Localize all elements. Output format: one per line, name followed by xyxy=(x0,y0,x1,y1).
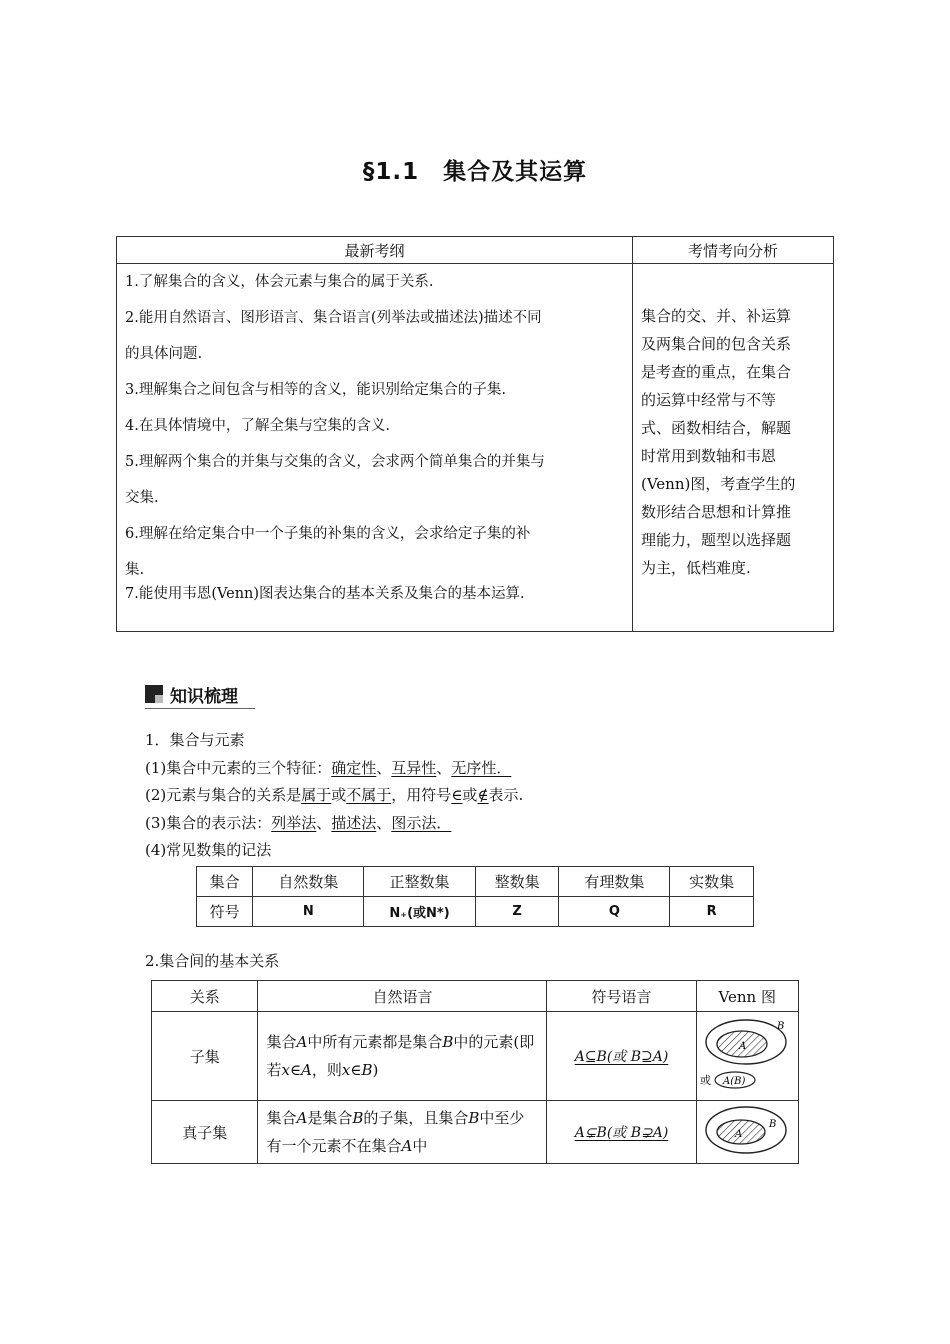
requirement-line: 4.在具体情境中，了解全集与空集的含义. xyxy=(125,418,390,434)
text: 、 xyxy=(376,758,392,777)
analysis-line: 为主，低档难度. xyxy=(641,559,751,577)
rel-header: 关系 xyxy=(152,981,258,1012)
venn-subset-diagram xyxy=(697,1012,797,1096)
numsets-symbol: N₊(或N*) xyxy=(364,897,475,927)
knowledge-lines xyxy=(145,727,523,865)
outline-header-left: 最新考纲 xyxy=(117,237,633,264)
rel-subset-symbol xyxy=(547,1012,696,1101)
text: 或 xyxy=(462,786,478,804)
requirements-cell xyxy=(117,264,633,632)
venn-label-a: A xyxy=(739,1041,747,1052)
numsets-symbol: Z xyxy=(475,897,559,927)
item2-heading: 2.集合间的基本关系 xyxy=(145,952,280,970)
analysis-line: 集合的交、并、补运算 xyxy=(641,307,792,325)
section-title: 知识梳理 xyxy=(170,687,238,707)
page-title: §1.1 集合及其运算 xyxy=(362,159,588,185)
relations-table xyxy=(151,980,799,1164)
var: B xyxy=(468,1109,480,1127)
numsets-header: 集合 xyxy=(197,867,253,897)
answer: A⊆B(或 B⊇A) xyxy=(574,1049,669,1065)
text: 中 xyxy=(412,1137,428,1155)
venn-label-ab: A(B) xyxy=(723,1076,746,1087)
answer: 图示法． xyxy=(391,813,452,832)
section-square-icon xyxy=(145,685,163,703)
text: 中至少有一个元素不在集合 xyxy=(266,1109,525,1155)
text: 集合 xyxy=(266,1033,297,1051)
numsets-header: 实数集 xyxy=(670,867,754,897)
var: B xyxy=(352,1109,364,1127)
line-relation xyxy=(145,782,523,810)
analysis-cell xyxy=(633,264,834,632)
text: ) xyxy=(372,1061,379,1079)
numsets-header: 有理数集 xyxy=(559,867,670,897)
requirement-line: 的具体问题. xyxy=(125,346,203,362)
rel-subset-desc xyxy=(258,1012,547,1101)
analysis-line: 理能力，题型以选择题 xyxy=(641,531,792,549)
answer: 无序性． xyxy=(451,758,512,777)
rel-header: 符号语言 xyxy=(547,981,696,1012)
venn-or: 或 xyxy=(700,1074,712,1087)
answer: 列举法 xyxy=(271,813,317,832)
var: x∈A xyxy=(281,1061,312,1079)
text: ，则 xyxy=(311,1061,342,1079)
text: 中的元素(即若 xyxy=(266,1033,535,1079)
answer: 不属于 xyxy=(346,786,392,804)
answer: 描述法 xyxy=(331,813,377,832)
venn-label-b: B xyxy=(769,1119,777,1130)
text: 、 xyxy=(436,758,452,777)
rel-proper-desc xyxy=(258,1101,547,1164)
venn-label-a: A xyxy=(735,1129,743,1140)
text: 中所有元素都是集合 xyxy=(307,1033,443,1051)
analysis-line: 及两集合间的包含关系 xyxy=(641,335,792,353)
item1-heading: 1．集合与元素 xyxy=(145,731,245,749)
requirement-line: 1.了解集合的含义，体会元素与集合的属于关系. xyxy=(125,274,434,290)
section-heading xyxy=(145,682,255,709)
rel-proper-symbol xyxy=(547,1101,696,1164)
venn-label-b: B xyxy=(777,1021,785,1032)
numsets-header: 自然数集 xyxy=(253,867,364,897)
rel-proper-venn xyxy=(696,1101,798,1164)
var: B xyxy=(442,1033,454,1051)
text: 集合 xyxy=(266,1109,297,1127)
venn-proper-diagram xyxy=(697,1101,797,1159)
text: 、 xyxy=(316,813,332,832)
requirement-line: 5.理解两个集合的并集与交集的含义，会求两个简单集合的并集与 xyxy=(125,454,545,470)
number-sets-table xyxy=(196,866,754,927)
rel-proper-name: 真子集 xyxy=(152,1101,258,1164)
text: (2)元素与集合的关系是 xyxy=(145,786,302,804)
rel-subset-venn xyxy=(696,1012,798,1101)
rel-header: Venn 图 xyxy=(696,981,798,1012)
analysis-line: 是考查的重点，在集合 xyxy=(641,363,792,381)
var: A xyxy=(296,1109,308,1127)
answer: ∉ xyxy=(477,786,489,804)
text: (3)集合的表示法： xyxy=(145,813,272,832)
text: 或 xyxy=(331,786,347,804)
answer: ∈ xyxy=(451,786,463,804)
analysis-line: 的运算中经常与不等 xyxy=(641,391,777,409)
text: ，用符号 xyxy=(391,786,452,804)
requirement-line: 集. xyxy=(125,562,145,578)
text: 是集合 xyxy=(307,1109,353,1127)
numsets-symbol: N xyxy=(253,897,364,927)
analysis-line: 时常用到数轴和韦恩 xyxy=(641,447,777,465)
requirement-line: 2.能用自然语言、图形语言、集合语言(列举法或描述法)描述不同 xyxy=(125,310,542,326)
line-numsets: (4)常见数集的记法 xyxy=(145,841,272,859)
numsets-header: 整数集 xyxy=(475,867,559,897)
outline-header-right: 考情考向分析 xyxy=(633,237,834,264)
answer: 互异性 xyxy=(391,758,437,777)
analysis-line: 式、函数相结合，解题 xyxy=(641,419,792,437)
line-features xyxy=(145,755,523,783)
line-representation xyxy=(145,810,523,838)
text: (1)集合中元素的三个特征： xyxy=(145,758,332,777)
requirement-line: 交集. xyxy=(125,490,159,506)
requirement-line: 7.能使用韦恩(Venn)图表达集合的基本关系及集合的基本运算. xyxy=(125,586,525,602)
requirement-line: 6.理解在给定集合中一个子集的补集的含义，会求给定子集的补 xyxy=(125,526,531,542)
numsets-symbol: Q xyxy=(559,897,670,927)
text: 的子集，且集合 xyxy=(363,1109,469,1127)
numsets-header: 正整数集 xyxy=(364,867,475,897)
analysis-line: (Venn)图，考查学生的 xyxy=(641,475,796,493)
answer: A⊊B(或 B⊋A) xyxy=(574,1125,669,1141)
rel-subset-name: 子集 xyxy=(152,1012,258,1101)
var: A xyxy=(296,1033,308,1051)
analysis-line: 数形结合思想和计算推 xyxy=(641,503,792,521)
answer: 确定性 xyxy=(331,758,377,777)
numsets-symbol: R xyxy=(670,897,754,927)
requirement-line: 3.理解集合之间包含与相等的含义，能识别给定集合的子集. xyxy=(125,382,506,398)
answer: 属于 xyxy=(301,786,332,804)
exam-outline-table xyxy=(116,236,834,632)
text: 表示. xyxy=(488,786,524,804)
numsets-row-label: 符号 xyxy=(197,897,253,927)
var: A xyxy=(401,1137,413,1155)
text: 、 xyxy=(376,813,392,832)
rel-header: 自然语言 xyxy=(258,981,547,1012)
var: x∈B xyxy=(341,1061,373,1079)
